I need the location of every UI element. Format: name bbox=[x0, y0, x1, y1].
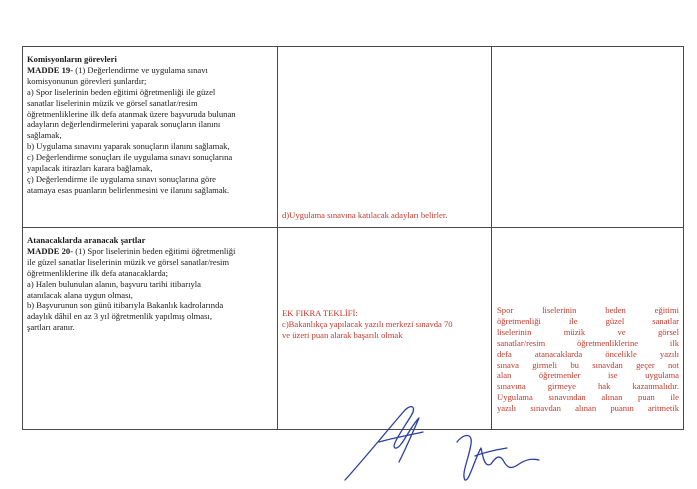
proposal-line: ve üzeri puan alarak başarılı olmak bbox=[282, 329, 403, 340]
law-line: komisyonunun görevleri şunlardır; bbox=[27, 75, 147, 86]
current-text-cell bbox=[23, 228, 278, 430]
law-line: atamaya esas puanların belirlenmesini ve ilanını sağlamak. bbox=[27, 184, 230, 195]
law-line: adayların değerlendirmelerini yaparak sonuçların ilanını bbox=[27, 119, 221, 130]
proposal-cell bbox=[278, 47, 492, 228]
law-line: a) Halen bulunulan alanın, başvuru tarihi itibarıyla bbox=[27, 278, 201, 289]
proposal-line: c)Bakanlıkça yapılacak yazılı merkezi sınavda 70 bbox=[282, 318, 453, 329]
law-line: yapılacak itirazları karara bağlamak, bbox=[27, 163, 153, 174]
law-line: (1) Değerlendirme ve uygulama sınavı bbox=[75, 64, 208, 75]
justification-line: sınava girmeli bu sınavdan geçer not bbox=[497, 359, 679, 370]
law-line: c) Değerlendirme sonuçları ile uygulama sınavı sonuçlarına bbox=[27, 152, 233, 163]
law-line: adaylık dâhil en az 3 yıl öğretmenlik yapılmış olması, bbox=[27, 311, 212, 322]
justification-line: sanatlar/resim öğretmenliklerine ilk bbox=[497, 337, 679, 348]
law-line: b) Başvurunun son günü itibarıyla Bakanlık kadrolarında bbox=[27, 300, 224, 311]
law-line: sanatlar liselerinin müzik ve görsel sanatlar/resim bbox=[27, 97, 198, 108]
justification-line: liselerinin müzik ve görsel bbox=[497, 326, 679, 337]
law-line: (1) Spor liselerinin beden eğitimi öğretmenliği bbox=[75, 245, 236, 256]
handwritten-signatures bbox=[335, 398, 545, 486]
law-text-madde-19 bbox=[23, 47, 277, 196]
law-line: öğretmenliklerine ilk defa atanmak üzere başvuruda bulunan bbox=[27, 108, 236, 119]
law-line: sağlamak, bbox=[27, 130, 62, 141]
justification-cell bbox=[492, 47, 684, 228]
signature-stroke-1 bbox=[345, 407, 419, 480]
justification-line: öğretmenliği ile güzel sanatlar bbox=[497, 315, 679, 326]
law-line: şartları aranır. bbox=[27, 322, 75, 333]
current-text-cell bbox=[23, 47, 278, 228]
law-line: atanılacak alana uygun olması, bbox=[27, 289, 133, 300]
justification-line: Spor liselerinin beden eğitimi bbox=[497, 305, 679, 315]
justification-line: Uygulama sınavından alınan puan ile bbox=[497, 392, 679, 403]
justification-line: defa atanacaklarda öncelikle yazılı bbox=[497, 348, 679, 359]
law-text-madde-20 bbox=[23, 228, 277, 333]
article-label: MADDE 19- bbox=[27, 64, 74, 75]
proposal-text bbox=[282, 308, 485, 341]
proposal-title: EK FIKRA TEKLİFİ: bbox=[282, 308, 358, 318]
justification-line: sınavına girmeye hak kazanmalıdır. bbox=[497, 381, 679, 392]
law-line: b) Uygulama sınavını yaparak sonuçların ilanını sağlamak, bbox=[27, 141, 230, 152]
law-line: ç) Değerlendirme ile uygulama sınavı sonuçlarına göre bbox=[27, 173, 216, 184]
justification-line: alan öğretmenler ise uygulama bbox=[497, 370, 679, 381]
section-heading: Komisyonların görevleri bbox=[27, 54, 117, 64]
law-line: a) Spor liselerinin beden eğitimi öğretmenliği ile güzel bbox=[27, 86, 216, 97]
law-line: ile güzel sanatlar liselerinin müzik ve görsel sanatlar/resim bbox=[27, 256, 230, 267]
section-heading: Atanacaklarda aranacak şartlar bbox=[27, 235, 146, 245]
signature-stroke-3 bbox=[457, 436, 539, 481]
legislation-comparison-table bbox=[22, 46, 684, 430]
table-row-madde-19 bbox=[23, 47, 684, 228]
proposal-text: d)Uygulama sınavına katılacak adayları belirler. bbox=[282, 210, 448, 221]
justification-line: yazılı sınavdan alınan puanın aritmetik bbox=[497, 403, 679, 414]
article-label: MADDE 20- bbox=[27, 245, 74, 256]
law-line: öğretmenliklerine ilk defa atanacaklarda; bbox=[27, 267, 169, 278]
